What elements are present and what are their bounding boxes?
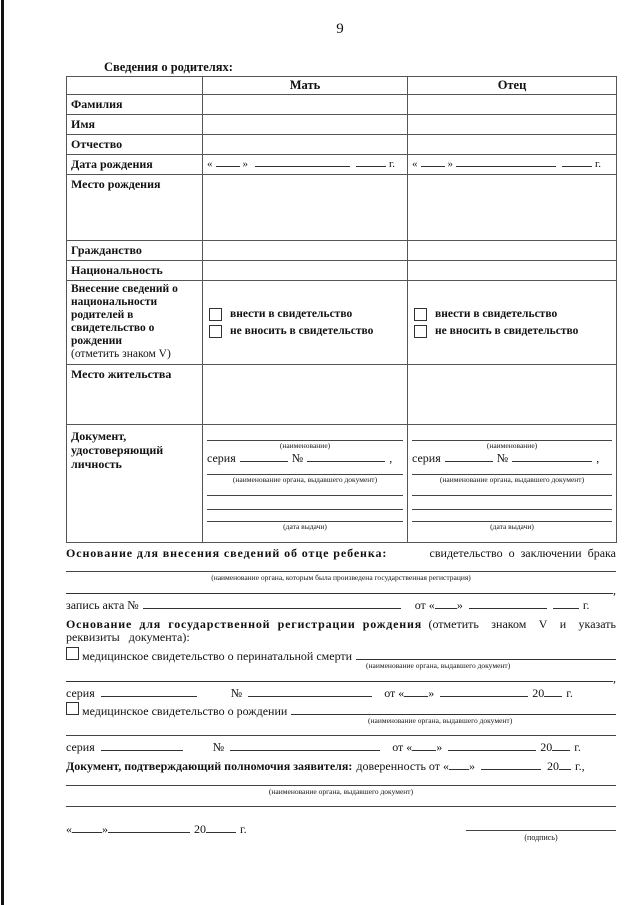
label-birth-date: Дата рождения (67, 155, 203, 175)
perinatal-issuer-caption: (наименование органа, выдавшего документ) (366, 661, 511, 670)
perinatal-issuer-line-2[interactable] (66, 670, 613, 682)
issue-date-caption: (дата выдачи) (490, 522, 534, 531)
open-quote: « (412, 158, 418, 170)
registration-basis-note: (отметить знаком V и указать реквизиты документа): (66, 617, 617, 644)
registrar-line-2-row (66, 582, 616, 598)
registrar-caption: (наименование органа, которым была произведена государственная регистрация) (211, 573, 471, 582)
issue-date-caption: (дата выдачи) (283, 522, 327, 531)
series-blank[interactable] (240, 452, 288, 462)
authority-issuer-caption: (наименование органа, выдавшего документ) (268, 787, 414, 796)
day-blank[interactable] (72, 823, 102, 833)
exclude-label: не вносить в свидетельство (230, 325, 374, 337)
day-blank[interactable] (412, 741, 436, 751)
label-surname: Фамилия (67, 95, 203, 115)
series-label: серия (412, 451, 441, 465)
issuer-line-2[interactable] (412, 484, 612, 496)
number-label: № (230, 686, 243, 700)
father-patronymic-field[interactable] (408, 135, 617, 155)
mother-surname-field[interactable] (203, 95, 408, 115)
signature-caption: (подпись) (524, 833, 558, 842)
checkbox-icon[interactable] (209, 308, 222, 321)
page-number: 9 (336, 21, 344, 37)
close-quote: » (447, 158, 453, 170)
year-suffix: г. (566, 686, 573, 700)
series-label: серия (66, 740, 95, 754)
year-blank[interactable] (544, 687, 562, 697)
day-blank[interactable] (216, 157, 240, 167)
year-blank[interactable] (356, 157, 386, 167)
year-blank[interactable] (553, 599, 579, 609)
issuer-caption: (наименование органа, выдавшего документ) (232, 475, 378, 484)
number-blank[interactable] (307, 452, 385, 462)
father-nationality-options (408, 281, 617, 365)
label-patronymic: Отчество (67, 135, 203, 155)
mother-nationality-options (203, 281, 408, 365)
father-nationality-field[interactable] (408, 261, 617, 281)
from-label: от « (384, 686, 405, 700)
applicant-authority-row (66, 759, 616, 774)
month-blank[interactable] (456, 157, 556, 167)
row-id-document (67, 425, 617, 543)
series-blank[interactable] (445, 452, 493, 462)
parents-table (66, 76, 617, 543)
label-name: Имя (67, 115, 203, 135)
series-label: серия (66, 686, 95, 700)
doc-name-line[interactable] (207, 431, 403, 441)
record-label: запись акта № (66, 598, 139, 612)
checkbox-icon[interactable] (66, 702, 79, 715)
close-quote: » (428, 686, 435, 700)
father-id-document (408, 425, 617, 543)
series-blank[interactable] (101, 687, 197, 697)
series-label: серия (207, 451, 236, 465)
row-surname (67, 95, 617, 115)
year-blank[interactable] (559, 760, 571, 770)
include-label: внести в свидетельство (435, 308, 558, 320)
registration-basis-heading (66, 618, 616, 644)
open-quote: « (207, 158, 213, 170)
issuer-line-3[interactable] (207, 496, 403, 510)
year-prefix: 20 (540, 740, 553, 754)
header-mother: Мать (203, 77, 408, 95)
label-citizenship: Гражданство (67, 241, 203, 261)
issuer-caption: (наименование органа, выдавшего документ) (439, 475, 585, 484)
row-birth-place (67, 175, 617, 241)
month-blank[interactable] (448, 741, 536, 751)
mother-name-field[interactable] (203, 115, 408, 135)
issue-date-line[interactable] (412, 510, 612, 522)
authority-issuer-line-2[interactable] (66, 797, 616, 807)
close-quote: » (436, 740, 443, 754)
parents-section-title: Сведения о родителях: (104, 60, 233, 74)
label-nationality: Национальность (67, 261, 203, 281)
open-quote: « (66, 822, 72, 836)
checkbox-icon[interactable] (414, 308, 427, 321)
day-blank[interactable] (404, 687, 428, 697)
birth-cert-issuer-line-2[interactable] (66, 726, 616, 736)
from-label: от « (392, 740, 413, 754)
father-basis-line (66, 546, 616, 561)
registrar-line-2[interactable] (66, 582, 613, 594)
birth-cert-details-row (66, 740, 616, 755)
father-citizenship-field[interactable] (408, 241, 617, 261)
record-number-blank[interactable] (143, 599, 401, 609)
row-patronymic (67, 135, 617, 155)
registrar-line[interactable] (66, 562, 616, 572)
applicant-authority-label: Документ, подтверждающий полномочия заявителя: (66, 759, 353, 773)
issuer-line-2[interactable] (207, 484, 403, 496)
include-label: внести в свидетельство (230, 308, 353, 320)
day-blank[interactable] (421, 157, 445, 167)
year-suffix: г. (582, 598, 590, 612)
row-residence (67, 365, 617, 425)
perinatal-issuer-blank[interactable] (356, 650, 616, 660)
father-birth-place-field[interactable] (408, 175, 617, 241)
mother-birth-place-field[interactable] (203, 175, 408, 241)
perinatal-details-row (66, 686, 616, 701)
row-nationality-entry (67, 281, 617, 365)
header-label-col (67, 77, 203, 95)
checkbox-icon[interactable] (209, 325, 222, 338)
month-blank[interactable] (440, 687, 528, 697)
year-blank[interactable] (562, 157, 592, 167)
mother-exclude-option[interactable] (209, 325, 403, 338)
mother-nationality-field[interactable] (203, 261, 408, 281)
year-prefix: 20 (532, 686, 545, 700)
year-suffix: г. (240, 822, 247, 836)
number-blank[interactable] (512, 452, 592, 462)
nationality-entry-text: Внесение сведений о национальности родителей в свидетельство о рождении (71, 283, 178, 347)
father-include-option[interactable] (414, 308, 612, 321)
perinatal-issuer-line-2-row (66, 670, 616, 686)
year-blank[interactable] (552, 741, 570, 751)
issue-date-line[interactable] (207, 510, 403, 522)
checkbox-icon[interactable] (66, 647, 79, 660)
close-quote: » (456, 598, 463, 612)
year-suffix: г., (575, 759, 585, 773)
issuer-line-3[interactable] (412, 496, 612, 510)
year-suffix: г. (595, 158, 602, 170)
close-quote: » (102, 822, 108, 836)
exclude-label: не вносить в свидетельство (435, 325, 579, 337)
header-father: Отец (408, 77, 617, 95)
checkbox-icon[interactable] (414, 325, 427, 338)
mother-birth-date-field[interactable] (203, 155, 408, 175)
father-surname-field[interactable] (408, 95, 617, 115)
row-nationality (67, 261, 617, 281)
day-blank[interactable] (435, 599, 457, 609)
record-row (66, 598, 616, 613)
father-basis-label: Основание для внесения сведений об отце ребенка: (66, 546, 388, 560)
father-birth-date-field[interactable] (408, 155, 617, 175)
father-basis-value: свидетельство о заключении брака (429, 546, 616, 560)
label-id-document: Документ, удостоверяющий личность (67, 425, 203, 543)
nationality-entry-note: (отметить знаком V) (71, 348, 171, 360)
father-residence-field[interactable] (408, 365, 617, 425)
comma: , (613, 583, 616, 597)
mother-patronymic-field[interactable] (203, 135, 408, 155)
comma: , (389, 451, 393, 465)
row-birth-date (67, 155, 617, 175)
year-suffix: г. (389, 158, 396, 170)
label-nationality-entry (67, 281, 203, 365)
series-blank[interactable] (101, 741, 183, 751)
number-blank[interactable] (230, 741, 380, 751)
row-name (67, 115, 617, 135)
mother-citizenship-field[interactable] (203, 241, 408, 261)
applicant-authority-value: доверенность от « (356, 759, 449, 773)
number-label: № (496, 451, 509, 465)
label-residence: Место жительства (67, 365, 203, 425)
father-exclude-option[interactable] (414, 325, 612, 338)
comma: , (613, 671, 616, 685)
year-prefix: 20 (547, 759, 559, 773)
number-blank[interactable] (248, 687, 372, 697)
label-birth-place: Место рождения (67, 175, 203, 241)
birth-cert-issuer-blank[interactable] (291, 705, 616, 715)
close-quote: » (242, 158, 248, 170)
doc-name-caption: (наименование) (486, 441, 538, 450)
month-blank[interactable] (108, 823, 190, 833)
day-blank[interactable] (449, 760, 469, 770)
number-label: № (291, 451, 304, 465)
from-label: от « (414, 598, 435, 612)
number-label: № (212, 740, 225, 754)
mother-id-document (203, 425, 408, 543)
mother-include-option[interactable] (209, 308, 403, 321)
signature-line[interactable] (466, 830, 616, 831)
birth-cert-option-label: медицинское свидетельство о рождении (82, 704, 288, 718)
month-blank[interactable] (255, 157, 350, 167)
month-blank[interactable] (469, 599, 547, 609)
doc-name-caption: (наименование) (279, 441, 331, 450)
mother-residence-field[interactable] (203, 365, 408, 425)
year-blank[interactable] (206, 823, 236, 833)
row-citizenship (67, 241, 617, 261)
birth-cert-issuer-caption: (наименование органа, выдавшего документ) (368, 716, 513, 725)
year-prefix: 20 (194, 822, 206, 836)
month-blank[interactable] (481, 760, 541, 770)
year-suffix: г. (574, 740, 581, 754)
table-header-row (67, 77, 617, 95)
doc-name-line[interactable] (412, 431, 612, 441)
perinatal-option-label: медицинское свидетельство о перинатальной смерти (82, 649, 353, 663)
registration-basis-label: Основание для государственной регистрации рождения (66, 617, 422, 631)
comma: , (596, 451, 600, 465)
authority-issuer-line[interactable] (66, 776, 616, 786)
close-quote: » (469, 759, 475, 773)
father-name-field[interactable] (408, 115, 617, 135)
scan-edge-line (1, 0, 4, 905)
